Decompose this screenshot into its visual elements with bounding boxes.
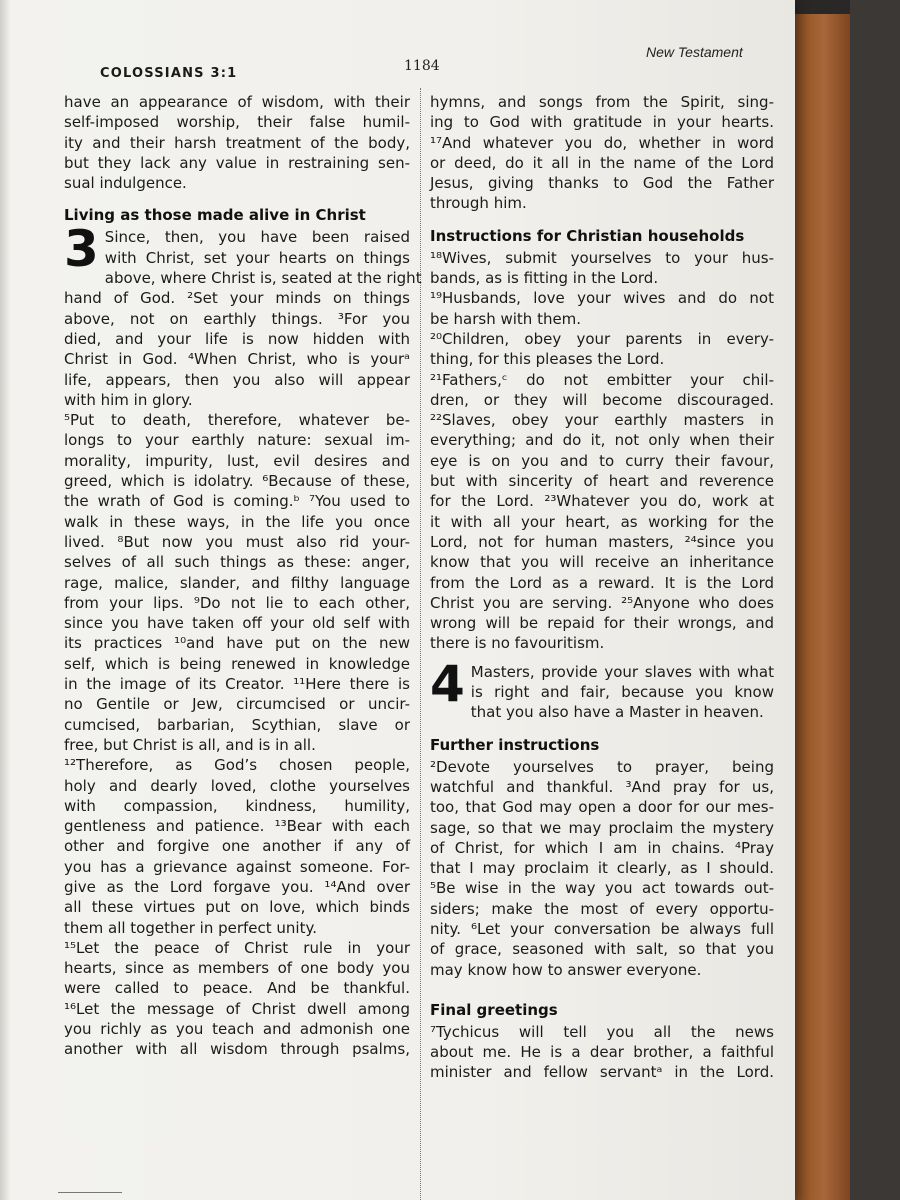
- text-line: the wrath of God is coming.ᵇ ⁷You used to: [64, 492, 410, 511]
- text-line: since you have taken off your old self with: [64, 614, 410, 633]
- text-line: ²²Slaves, obey your earthly masters in: [430, 411, 774, 430]
- text-line: you richly as you teach and admonish one: [64, 1020, 410, 1039]
- verse-text: [430, 1022, 774, 1083]
- section-title: New Testament: [646, 44, 743, 60]
- section-heading: Instructions for Christian households: [430, 226, 745, 245]
- text-line: too, that God may open a door for our mes-: [430, 798, 774, 817]
- text-line: selves of all such things as these: anger,: [64, 553, 410, 572]
- text-line: ²¹Fathers,ᶜ do not embitter your chil-: [430, 370, 774, 389]
- text-line: Christ in God. ⁴When Christ, who is yourᵃ: [64, 350, 410, 369]
- text-line: but with sincerity of heart and reverence: [430, 472, 774, 491]
- text-line: free, but Christ is all, and is in all.: [64, 735, 316, 754]
- text-line: sage, so that we may proclaim the mystery: [430, 818, 774, 837]
- text-line: from the Lord as a reward. It is the Lord: [430, 573, 774, 592]
- page-number: 1184: [404, 58, 440, 74]
- text-line: through him.: [430, 194, 527, 213]
- text-line: in the image of its Creator. ¹¹Here there is: [64, 675, 410, 694]
- text-line: ¹⁵Let the peace of Christ rule in your: [64, 938, 410, 957]
- book-cover-edge: [850, 0, 900, 1200]
- text-line: longs to your earthly nature: sexual im-: [64, 431, 410, 450]
- text-line: ¹⁶Let the message of Christ dwell among: [64, 999, 410, 1018]
- intro-paragraph: [64, 92, 410, 193]
- text-line: hand of God. ²Set your minds on things: [64, 289, 410, 308]
- page-gutter: [0, 0, 10, 1200]
- text-line: Lord, not for human masters, ²⁴since you: [430, 532, 774, 551]
- text-line: died, and your life is now hidden with: [64, 329, 410, 348]
- text-line: it with all your heart, as working for the: [430, 512, 774, 531]
- running-head: COLOSSIANS 3:1: [100, 66, 238, 81]
- text-line: or deed, do it all in the name of the Lord: [430, 153, 774, 172]
- text-line: minister and fellow servantᵃ in the Lord.: [430, 1063, 774, 1082]
- text-line: them all together in perfect unity.: [64, 918, 317, 937]
- verse-text: [430, 92, 774, 214]
- text-line: Christ you are serving. ²⁵Anyone who does: [430, 593, 774, 612]
- text-line: above, not on earthly things. ³For you: [64, 309, 410, 328]
- text-line: ⁵Be wise in the way you act towards out-: [430, 879, 774, 898]
- text-line: that you also have a Master in heaven.: [470, 703, 764, 722]
- text-line: everything; and do it, not only when their: [430, 431, 774, 450]
- column-divider: [420, 88, 421, 1200]
- text-line: give as the Lord forgave you. ¹⁴And over: [64, 877, 410, 896]
- text-line: sual indulgence.: [64, 174, 187, 193]
- text-line: life, appears, then you also will appear: [64, 370, 410, 389]
- text-line: nity. ⁶Let your conversation be always full: [430, 919, 774, 938]
- text-line: ²Devote yourselves to prayer, being: [430, 757, 774, 776]
- text-line: about me. He is a dear brother, a faithful: [430, 1043, 774, 1062]
- text-line: ⁵Put to death, therefore, whatever be-: [64, 411, 410, 430]
- text-line: is right and fair, because you know: [470, 683, 774, 702]
- text-line: that I may proclaim it clearly, as I should.: [430, 859, 774, 878]
- left-column: [64, 92, 422, 1060]
- text-line: may know how to answer everyone.: [430, 960, 702, 979]
- text-line: ing to God with gratitude in your hearts.: [430, 113, 774, 132]
- text-line: gentleness and patience. ¹³Bear with each: [64, 817, 410, 836]
- section-heading: Living as those made alive in Christ: [64, 206, 366, 225]
- text-line: be harsh with them.: [430, 309, 582, 328]
- text-line: another with all wisdom through psalms,: [64, 1040, 410, 1059]
- text-line: hearts, since as members of one body you: [64, 959, 410, 978]
- text-line: with him in glory.: [64, 390, 193, 409]
- text-line: ⁷Tychicus will tell you all the news: [430, 1022, 774, 1041]
- text-line: siders; make the most of every opportu-: [430, 899, 774, 918]
- text-line: for the Lord. ²³Whatever you do, work at: [430, 492, 774, 511]
- text-line: its practices ¹⁰and have put on the new: [64, 634, 410, 653]
- text-line: cumcised, barbarian, Scythian, slave or: [64, 715, 410, 734]
- text-line: of grace, seasoned with salt, so that you: [430, 940, 774, 959]
- text-line: no Gentile or Jew, circumcised or uncir-: [64, 695, 410, 714]
- text-line: Masters, provide your slaves with what: [470, 662, 774, 681]
- ribbon-bookmark: [792, 14, 850, 1200]
- text-line: there is no favouritism.: [430, 634, 605, 653]
- text-line: with compassion, kindness, humility,: [64, 796, 410, 815]
- text-line: Jesus, giving thanks to God the Father: [430, 174, 774, 193]
- text-line: bands, as is fitting in the Lord.: [430, 269, 659, 288]
- text-line: rage, malice, slander, and filthy language: [64, 573, 410, 592]
- text-line: walk in these ways, in the life you once: [64, 512, 410, 531]
- text-line: eye is on you and to curry their favour,: [430, 451, 774, 470]
- text-line: know that you will receive an inheritance: [430, 553, 774, 572]
- right-column: [430, 92, 774, 1083]
- text-line: Since, then, you have been raised: [104, 228, 410, 247]
- text-line: greed, which is idolatry. ⁶Because of these,: [64, 472, 410, 491]
- text-line: from your lips. ⁹Do not lie to each other,: [64, 593, 410, 612]
- text-line: were called to peace. And be thankful.: [64, 979, 410, 998]
- text-line: ¹⁸Wives, submit yourselves to your hus-: [430, 248, 774, 267]
- text-line: holy and dearly loved, clothe yourselves: [64, 776, 410, 795]
- text-line: you has a grievance against someone. For-: [64, 857, 410, 876]
- text-line: wrong will be repaid for their wrongs, and: [430, 614, 774, 633]
- text-line: with Christ, set your hearts on things: [104, 248, 410, 267]
- text-line: dren, or they will become discouraged.: [430, 390, 774, 409]
- text-line: of Christ, for which I am in chains. ⁴Pray: [430, 838, 774, 857]
- section-heading: Further instructions: [430, 735, 600, 754]
- footnote-rule: [58, 1192, 122, 1193]
- text-line: other and forgive one another if any of: [64, 837, 410, 856]
- verse-text: [430, 248, 774, 654]
- text-line: morality, impurity, lust, evil desires and: [64, 451, 410, 470]
- text-line: ity and their harsh treatment of the body,: [64, 133, 410, 152]
- section-heading: Final greetings: [430, 1000, 558, 1019]
- text-line: all these virtues put on love, which binds: [64, 898, 410, 917]
- text-line: hymns, and songs from the Spirit, sing-: [430, 93, 774, 111]
- text-line: ²⁰Children, obey your parents in every-: [430, 329, 774, 348]
- chapter-numeral: 4: [430, 654, 465, 713]
- text-line: have an appearance of wisdom, with their: [64, 93, 410, 111]
- text-line: self-imposed worship, their false humil-: [64, 113, 410, 132]
- chapter-numeral: 3: [64, 220, 99, 279]
- text-line: self, which is being renewed in knowledge: [64, 654, 410, 673]
- text-line: above, where Christ is, seated at the right: [104, 269, 422, 288]
- verse-text: [64, 268, 422, 1060]
- text-line: ¹²Therefore, as God’s chosen people,: [64, 756, 410, 775]
- text-line: but they lack any value in restraining sen-: [64, 153, 410, 172]
- verse-text: [430, 702, 774, 722]
- text-line: ¹⁷And whatever you do, whether in word: [430, 133, 774, 152]
- text-line: watchful and thankful. ³And pray for us,: [430, 777, 774, 796]
- text-line: ¹⁹Husbands, love your wives and do not: [430, 289, 774, 308]
- text-line: thing, for this pleases the Lord.: [430, 350, 665, 369]
- text-line: lived. ⁸But now you must also rid your-: [64, 532, 410, 551]
- verse-text: [430, 757, 774, 980]
